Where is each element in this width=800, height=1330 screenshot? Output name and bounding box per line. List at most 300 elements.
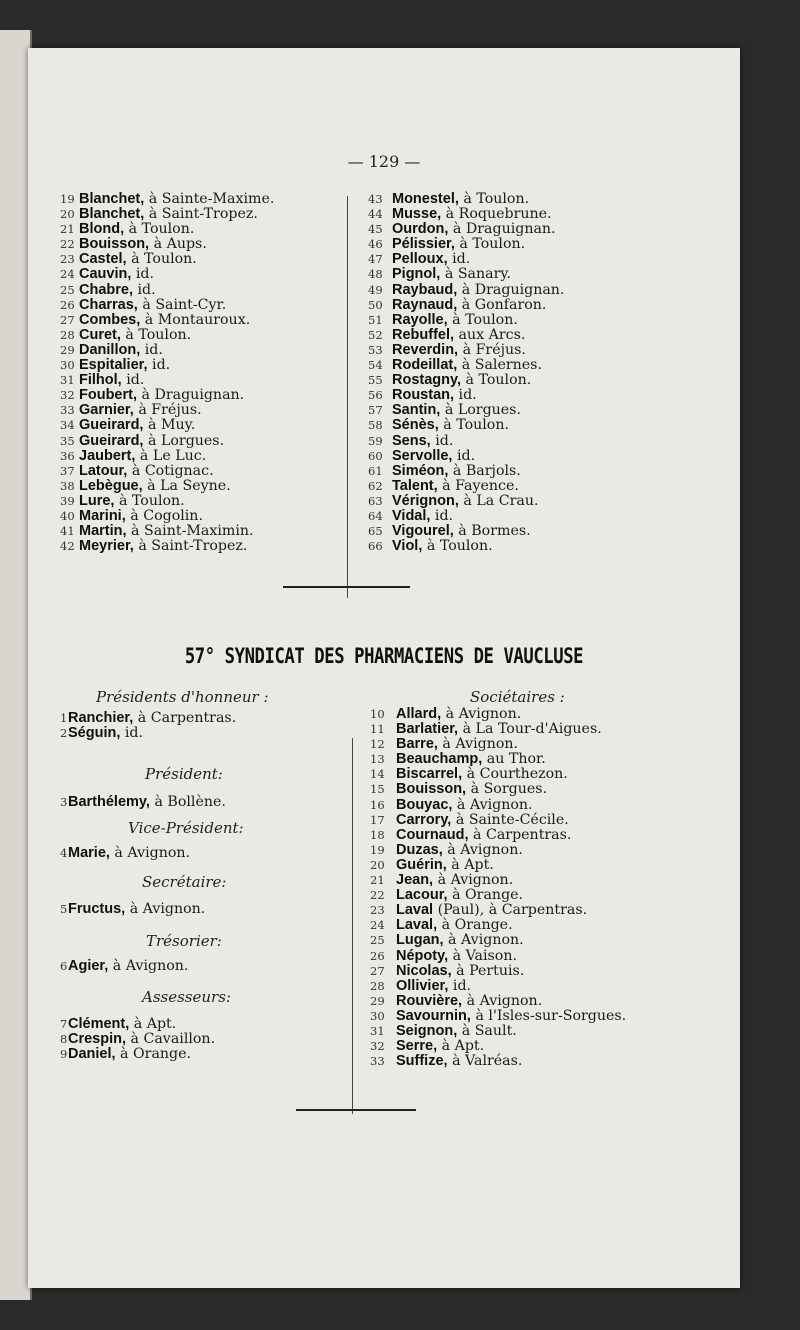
list-entry — [368, 358, 564, 373]
entry-location: à Cotignac. — [127, 462, 214, 479]
entry-location: à Muy. — [143, 417, 196, 434]
list-entry — [370, 873, 626, 888]
entry-name: Pignol, — [392, 266, 441, 283]
entry-location: id. — [448, 977, 472, 994]
entry-name: Blanchet, — [79, 191, 145, 207]
entry-number: 6 — [60, 959, 68, 973]
document-page — [28, 48, 740, 1288]
entry-location: à Sorgues. — [466, 781, 548, 798]
entry-location: à Avignon. — [442, 841, 523, 858]
entry-location: (Paul), à Carpentras. — [433, 902, 588, 919]
entry-location: à Toulon. — [124, 221, 195, 238]
entry-name: Monestel, — [392, 191, 459, 207]
entry-number: 22 — [370, 888, 385, 903]
list-entry — [60, 418, 274, 433]
entry-location: id. — [447, 251, 471, 268]
entry-number: 39 — [60, 493, 75, 508]
entry-number: 32 — [60, 388, 75, 403]
entry-location: à Avignon. — [462, 992, 543, 1009]
entry-location: à Draguignan. — [448, 221, 556, 238]
entry-number: 3 — [60, 795, 68, 809]
entry-name: Ourdon, — [392, 221, 449, 238]
entry-number: 65 — [368, 524, 383, 539]
entry-name: Lugan, — [396, 932, 444, 949]
list-entry — [368, 192, 564, 207]
role-members: Sociétaires : — [470, 688, 565, 706]
entry-number: 26 — [60, 297, 75, 312]
entry-location: à Vaison. — [448, 947, 517, 964]
entry-location: à Toulon. — [438, 417, 509, 434]
entry-number: 25 — [60, 282, 75, 297]
page-number: — 129 — — [347, 152, 421, 171]
list-entry — [370, 737, 626, 752]
entry-location: à Avignon. — [452, 796, 533, 813]
list-entry — [60, 449, 274, 464]
entry-location: à Apt. — [437, 1038, 485, 1055]
entry-number: 11 — [370, 722, 385, 737]
list-entry — [370, 843, 626, 858]
role-honorary-presidents: Présidents d'honneur : — [96, 688, 269, 706]
list-entry — [368, 494, 564, 509]
entry-location: id. — [430, 432, 454, 449]
entry-number: 21 — [370, 873, 385, 888]
list-entry — [370, 798, 626, 813]
entry-name: Roustan, — [392, 387, 455, 404]
entry-name: Ollivier, — [396, 977, 449, 994]
entry-number: 18 — [370, 827, 385, 842]
list-entry — [60, 434, 274, 449]
entry-number: 58 — [368, 418, 383, 433]
entry-location: id. — [140, 341, 163, 358]
entry-location: à Fayence. — [437, 477, 519, 494]
entry-number: 52 — [368, 327, 383, 342]
entry-location: à Orange. — [115, 1046, 192, 1062]
entry-number: 31 — [60, 373, 75, 388]
entry-name: Meyrier, — [79, 538, 134, 555]
list-entry — [60, 252, 274, 267]
entry-name: Sénès, — [392, 417, 439, 434]
entry-number: 20 — [60, 207, 75, 222]
entry-number: 20 — [370, 857, 385, 872]
entry-number: 60 — [368, 448, 383, 463]
entry-name: Rodeillat, — [392, 357, 458, 374]
entry-name: Gueirard, — [79, 417, 144, 434]
entry-location: à Cogolin. — [125, 507, 203, 524]
entry-number: 28 — [370, 978, 385, 993]
role-treasurer: Trésorier: — [146, 932, 222, 950]
list-entry — [368, 283, 564, 298]
entry-number: 29 — [370, 993, 385, 1008]
members-column — [370, 707, 626, 1069]
list-entry — [368, 298, 564, 313]
list-entry — [368, 313, 564, 328]
entry-number: 61 — [368, 463, 383, 478]
entry-number: 45 — [368, 222, 383, 237]
entry-number: 25 — [370, 933, 385, 948]
entry-location: à Apt. — [129, 1016, 177, 1032]
entry-number: 34 — [60, 418, 75, 433]
list-entry — [368, 267, 564, 282]
list-entry — [370, 888, 626, 903]
entry-number: 63 — [368, 493, 383, 508]
entry-location: à Sainte-Cécile. — [451, 811, 569, 828]
entry-name: Cournaud, — [396, 826, 469, 843]
entry-number: 28 — [60, 327, 75, 342]
entry-location: id. — [120, 725, 144, 741]
entry-location: id. — [133, 281, 156, 298]
entry-number: 27 — [370, 963, 385, 978]
entry-location: id. — [147, 357, 171, 374]
entry-location: à Valréas. — [447, 1053, 523, 1070]
list-entry — [60, 192, 274, 207]
entry-name: Suffize, — [396, 1053, 448, 1070]
entry-location: à Fréjus. — [133, 402, 202, 419]
list-entry — [368, 418, 564, 433]
entry-location: à Salernes. — [457, 357, 542, 374]
entry-location: à Gonfaron. — [457, 296, 547, 313]
list-entry — [368, 464, 564, 479]
entry-number: 64 — [368, 508, 383, 523]
section1-right-column — [368, 192, 564, 554]
entry-name: Martin, — [79, 523, 127, 540]
entry-name: Seignon, — [396, 1022, 458, 1039]
entry-location: à Apt. — [446, 856, 494, 873]
entry-location: à Avignon. — [109, 845, 191, 861]
entry-location: à Avignon. — [443, 932, 524, 949]
entry-number: 49 — [368, 282, 383, 297]
list-entry — [368, 509, 564, 524]
list-entry — [60, 1016, 176, 1032]
list-entry — [60, 725, 143, 741]
list-entry — [60, 794, 226, 810]
entry-location: à Lorgues. — [143, 432, 225, 449]
list-entry — [368, 343, 564, 358]
column-divider — [347, 196, 348, 598]
entry-number: 37 — [60, 463, 75, 478]
entry-name: Lure, — [79, 492, 115, 509]
entry-name: Rouvière, — [396, 992, 463, 1009]
entry-name: Barre, — [396, 736, 438, 753]
entry-number: 36 — [60, 448, 75, 463]
entry-number: 48 — [368, 267, 383, 282]
list-entry — [368, 237, 564, 252]
entry-number: 33 — [370, 1054, 385, 1069]
list-entry — [60, 710, 236, 726]
list-entry — [370, 1054, 626, 1069]
entry-location: à Carpentras. — [133, 710, 237, 726]
entry-name: Danillon, — [79, 341, 141, 358]
entry-location: à Toulon. — [447, 311, 518, 328]
entry-name: Savournin, — [396, 1007, 471, 1024]
list-entry — [60, 298, 274, 313]
entry-location: à Le Luc. — [135, 447, 207, 464]
entry-location: id. — [131, 266, 155, 283]
entry-name: Jean, — [396, 872, 434, 889]
entry-name: Népoty, — [396, 947, 449, 964]
entry-location: à Toulon. — [458, 191, 530, 207]
entry-number: 41 — [60, 524, 75, 539]
entry-name: Laval, — [396, 917, 438, 934]
entry-location: à Saint-Tropez. — [144, 206, 258, 223]
list-entry — [60, 267, 274, 282]
entry-number: 26 — [370, 948, 385, 963]
entry-location: au Thor. — [482, 751, 546, 768]
entry-name: Raybaud, — [392, 281, 458, 298]
entry-number: 55 — [368, 373, 383, 388]
entry-name: Fructus, — [68, 901, 126, 917]
entry-location: id. — [121, 372, 145, 389]
entry-name: Chabre, — [79, 281, 133, 298]
entry-name: Jaubert, — [79, 447, 136, 464]
entry-location: à Avignon. — [437, 736, 519, 753]
entry-number: 30 — [60, 358, 75, 373]
entry-number: 30 — [370, 1008, 385, 1023]
entry-location: à Avignon. — [108, 958, 189, 974]
list-entry — [370, 994, 626, 1009]
entry-location: à Sanary. — [440, 266, 512, 283]
entry-name: Viol, — [392, 538, 423, 555]
entry-location: à Avignon. — [433, 872, 514, 889]
entry-number: 47 — [368, 252, 383, 267]
entry-number: 19 — [370, 842, 385, 857]
entry-location: id. — [452, 447, 476, 464]
entry-location: à Toulon. — [422, 538, 493, 555]
entry-name: Talent, — [392, 477, 438, 494]
entry-number: 51 — [368, 312, 383, 327]
entry-location: à Cavaillon. — [126, 1031, 216, 1047]
entry-name: Raynaud, — [392, 296, 458, 313]
list-entry — [60, 343, 274, 358]
list-entry — [368, 449, 564, 464]
entry-name: Bouyac, — [396, 796, 453, 813]
entry-number: 57 — [368, 403, 383, 418]
list-entry — [370, 979, 626, 994]
entry-number: 42 — [60, 539, 75, 554]
entry-name: Garnier, — [79, 402, 134, 419]
role-president: Président: — [145, 765, 223, 783]
entry-location: à Sault. — [457, 1022, 517, 1039]
role-secretary: Secrétaire: — [142, 873, 227, 891]
list-entry — [370, 1039, 626, 1054]
entry-number: 16 — [370, 797, 385, 812]
entry-location: à Barjols. — [448, 462, 521, 479]
list-entry — [60, 901, 205, 917]
entry-name: Lebègue, — [79, 477, 143, 494]
section-title: 57° SYNDICAT DES PHARMACIENS DE VAUCLUSE — [184, 644, 584, 668]
entry-location: à Toulon. — [454, 236, 526, 253]
entry-name: Foubert, — [79, 387, 137, 404]
entry-number: 22 — [60, 237, 75, 252]
entry-number: 27 — [60, 312, 75, 327]
list-entry — [368, 479, 564, 494]
list-entry — [60, 1046, 191, 1062]
entry-location: à Aups. — [149, 236, 207, 253]
section-end-rule — [296, 1109, 416, 1111]
list-entry — [60, 539, 274, 554]
entry-location: à La Seyne. — [142, 477, 231, 494]
entry-number: 43 — [368, 192, 383, 206]
entry-name: Rayolle, — [392, 311, 448, 328]
entry-location: à Avignon. — [125, 901, 206, 917]
entry-name: Bouisson, — [79, 236, 150, 253]
entry-location: à Bormes. — [453, 523, 531, 540]
entry-number: 21 — [60, 222, 75, 237]
entry-location: à l'Isles-sur-Sorgues. — [470, 1007, 627, 1024]
entry-name: Lacour, — [396, 887, 448, 904]
entry-number: 10 — [370, 707, 385, 721]
list-entry — [370, 933, 626, 948]
list-entry — [368, 207, 564, 222]
list-entry — [370, 722, 626, 737]
role-assessors: Assesseurs: — [142, 988, 231, 1006]
entry-name: Siméon, — [392, 462, 449, 479]
entry-name: Serre, — [396, 1038, 438, 1055]
list-entry — [368, 373, 564, 388]
entry-name: Reverdin, — [392, 341, 459, 358]
entry-name: Vigourel, — [392, 523, 454, 540]
entry-location: à Toulon. — [120, 326, 192, 343]
entry-number: 2 — [60, 726, 68, 740]
entry-number: 59 — [368, 433, 383, 448]
entry-location: à La Tour-d'Aigues. — [458, 721, 602, 738]
list-entry — [60, 479, 274, 494]
entry-location: à Saint-Cyr. — [137, 296, 227, 313]
entry-number: 19 — [60, 192, 75, 206]
entry-name: Daniel, — [68, 1046, 116, 1062]
entry-name: Blond, — [79, 221, 125, 238]
entry-location: id. — [454, 387, 477, 404]
list-entry — [370, 1024, 626, 1039]
entry-location: à Bollène. — [149, 794, 226, 810]
list-entry — [60, 509, 274, 524]
entry-number: 9 — [60, 1047, 68, 1061]
entry-location: à Roquebrune. — [441, 206, 552, 223]
list-entry — [60, 313, 274, 328]
entry-location: à Toulon. — [114, 492, 185, 509]
list-entry — [60, 328, 274, 343]
list-entry — [60, 958, 188, 974]
entry-number: 7 — [60, 1017, 68, 1031]
entry-name: Agier, — [68, 958, 109, 974]
entry-name: Curet, — [79, 326, 121, 343]
entry-name: Espitalier, — [79, 357, 148, 374]
entry-number: 14 — [370, 767, 385, 782]
list-entry — [370, 858, 626, 873]
list-entry — [368, 539, 564, 554]
entry-name: Musse, — [392, 206, 442, 223]
entry-name: Barlatier, — [396, 721, 459, 738]
entry-number: 5 — [60, 902, 68, 916]
entry-name: Charras, — [79, 296, 138, 313]
entry-location: aux Arcs. — [454, 326, 526, 343]
entry-number: 15 — [370, 782, 385, 797]
section-separator — [283, 586, 410, 588]
entry-number: 46 — [368, 237, 383, 252]
list-entry — [60, 373, 274, 388]
entry-location: à Sainte-Maxime. — [144, 191, 275, 207]
list-entry — [60, 494, 274, 509]
entry-name: Carrory, — [396, 811, 452, 828]
entry-number: 24 — [60, 267, 75, 282]
entry-name: Rostagny, — [392, 372, 462, 389]
entry-number: 23 — [370, 903, 385, 918]
entry-location: à Avignon. — [441, 706, 522, 722]
entry-location: à Saint-Tropez. — [133, 538, 248, 555]
entry-number: 4 — [60, 846, 68, 860]
entry-name: Combes, — [79, 311, 141, 328]
role-vice-president: Vice-Président: — [128, 819, 244, 837]
entry-name: Servolle, — [392, 447, 453, 464]
entry-name: Guérin, — [396, 856, 447, 873]
entry-number: 40 — [60, 508, 75, 523]
list-entry — [368, 524, 564, 539]
entry-number: 44 — [368, 207, 383, 222]
entry-number: 62 — [368, 478, 383, 493]
list-entry — [60, 207, 274, 222]
entry-name: Blanchet, — [79, 206, 145, 223]
entry-name: Duzas, — [396, 841, 443, 858]
entry-location: à Fréjus. — [458, 341, 526, 358]
entry-location: à Toulon. — [126, 251, 197, 268]
entry-name: Nicolas, — [396, 962, 452, 979]
entry-number: 24 — [370, 918, 385, 933]
entry-number: 1 — [60, 711, 68, 725]
entry-location: id. — [430, 507, 454, 524]
entry-name: Castel, — [79, 251, 127, 268]
list-entry — [60, 464, 274, 479]
list-entry — [60, 524, 274, 539]
entry-name: Séguin, — [68, 725, 121, 741]
entry-name: Vérignon, — [392, 492, 459, 509]
entry-name: Sens, — [392, 432, 431, 449]
entry-location: à Lorgues. — [440, 402, 521, 419]
entry-name: Pelloux, — [392, 251, 448, 268]
entry-location: à Toulon. — [461, 372, 532, 389]
entry-location: à Orange. — [447, 887, 524, 904]
list-entry — [60, 358, 274, 373]
list-entry — [60, 845, 190, 861]
entry-location: à Carpentras. — [468, 826, 572, 843]
entry-name: Biscarrel, — [396, 766, 463, 783]
entry-number: 31 — [370, 1023, 385, 1038]
entry-location: à Draguignan. — [457, 281, 565, 298]
entry-name: Marie, — [68, 845, 110, 861]
list-entry — [370, 707, 626, 722]
entry-number: 35 — [60, 433, 75, 448]
entry-name: Cauvin, — [79, 266, 132, 283]
entry-name: Latour, — [79, 462, 128, 479]
list-entry — [60, 1031, 215, 1047]
entry-name: Rebuffel, — [392, 326, 455, 343]
entry-location: à Saint-Maximin. — [126, 523, 254, 540]
entry-number: 17 — [370, 812, 385, 827]
entry-location: à La Crau. — [458, 492, 539, 509]
entry-location: à Courthezon. — [462, 766, 568, 783]
entry-location: à Draguignan. — [137, 387, 245, 404]
entry-name: Barthélemy, — [68, 794, 150, 810]
list-entry — [370, 949, 626, 964]
entry-location: à Orange. — [437, 917, 513, 934]
entry-name: Filhol, — [79, 372, 122, 389]
entry-name: Laval — [396, 902, 434, 919]
entry-number: 23 — [60, 252, 75, 267]
entry-number: 33 — [60, 403, 75, 418]
entry-number: 66 — [368, 539, 383, 554]
entry-name: Crespin, — [68, 1031, 127, 1047]
entry-name: Clément, — [68, 1016, 130, 1032]
entry-name: Allard, — [396, 706, 442, 722]
list-entry — [370, 828, 626, 843]
